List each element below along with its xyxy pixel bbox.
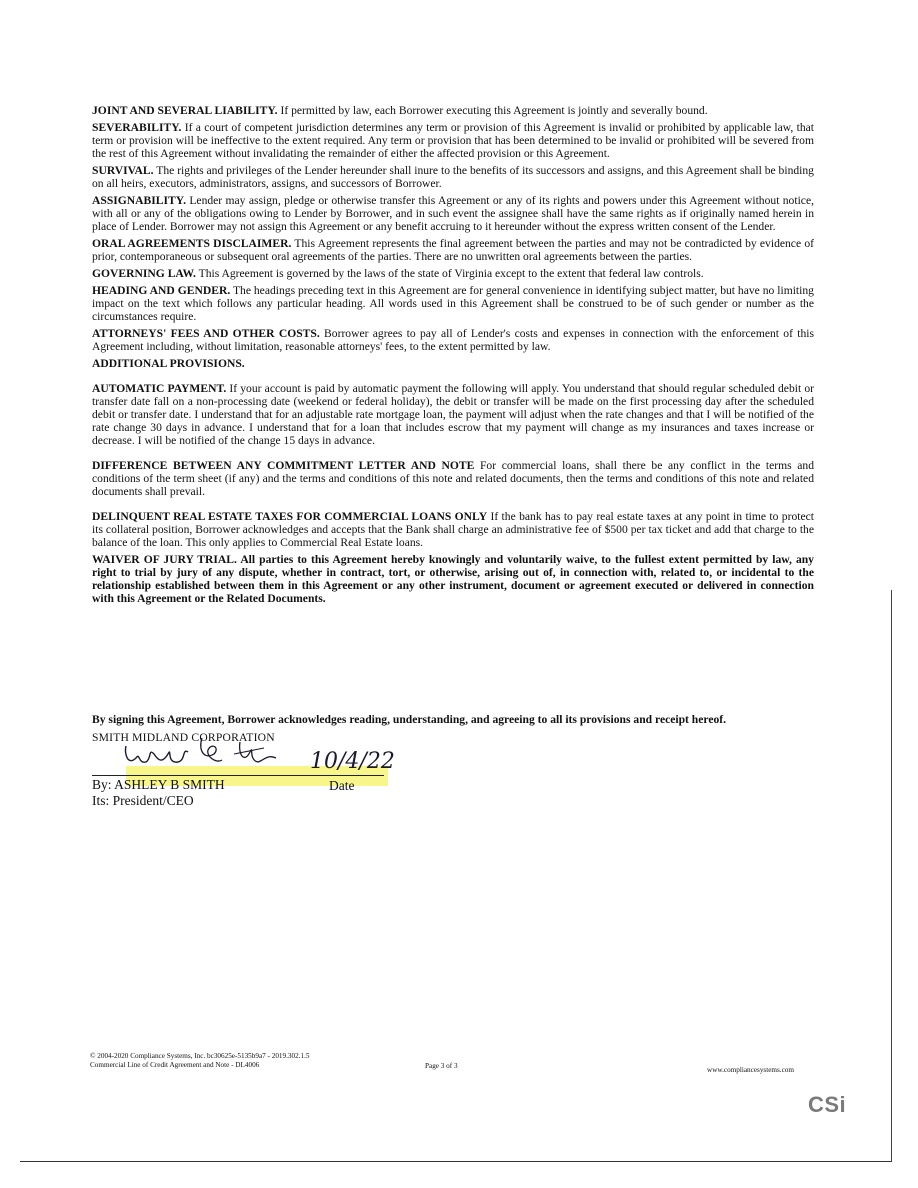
section-text: This Agreement represents the final agreement between the parties and may not be contradicted by evidence of prior, contemporaneous or subsequent oral agreements of the parties. There are no unwritten oral agreements between the parties. (92, 237, 814, 263)
section-heading: DELINQUENT REAL ESTATE TAXES FOR COMMERCIAL LOANS ONLY (92, 510, 488, 523)
footer-website: www.compliancesystems.com (707, 1066, 794, 1074)
signature-line (92, 775, 384, 776)
signer-name: By: ASHLEY B SMITH (92, 777, 225, 792)
section-heading: GOVERNING LAW. (92, 267, 196, 280)
section-heading: SURVIVAL. (92, 164, 154, 177)
agreement-body (92, 104, 814, 609)
footer-form-name: Commercial Line of Credit Agreement and Note - DL4006 (90, 1061, 260, 1069)
section-text: If the bank has to pay real estate taxes at any point in time to protect its collateral position, Borrower acknowledges and accepts that the Bank shall charge an administrative fee of $500 per tax ticket and add that charge to the balance of the loan. This only applies to Commercial Real Estate loans. (92, 510, 814, 549)
section-heading: DIFFERENCE BETWEEN ANY COMMITMENT LETTER AND NOTE (92, 459, 475, 472)
section-text: The rights and privileges of the Lender hereunder shall inure to the benefits of its successors and assigns, and this Agreement shall be binding on all heirs, executors, administrators, assigns, and successors of Borrower. (92, 164, 814, 190)
section-delinquent-taxes (92, 510, 814, 549)
section-text: All parties to this Agreement hereby knowingly and voluntarily waive, to the fullest extent permitted by law, any right to trial by jury of any dispute, whether in contract, tort, or otherwise, arising out of, in connection with, related to, or incidental to the relationship established between them in this Agreement or any other instrument, document or agreement executed or delivered in connection with this Agreement or the Related Documents. (92, 553, 814, 605)
footer-copyright: © 2004-2020 Compliance Systems, Inc. bc30625e-5135b9a7 - 2019.302.1.5 (90, 1052, 310, 1060)
section-heading: AUTOMATIC PAYMENT. (92, 382, 227, 395)
section-heading: HEADING AND GENDER. (92, 284, 231, 297)
section-heading: ATTORNEYS' FEES AND OTHER COSTS. (92, 327, 320, 340)
section-text: For commercial loans, shall there be any conflict in the terms and conditions of the term sheet (if any) and the terms and conditions of this note and related documents, then the terms and conditions of this note and related documents shall prevail. (92, 459, 814, 498)
section-text: Lender may assign, pledge or otherwise transfer this Agreement or any of its rights and powers under this Agreement without notice, with all or any of the obligations owing to Lender by Borrower, and in such event the assignee shall have the same rights as if originally named herein in place of Lender. Borrower may not assign this Agreement or any benefit accruing to it hereunder without the express written consent of the Lender. (92, 194, 814, 233)
section-automatic-payment (92, 382, 814, 447)
section-text: If permitted by law, each Borrower executing this Agreement is jointly and severally bound. (280, 104, 708, 117)
section-text: This Agreement is governed by the laws of the state of Virginia except to the extent that federal law controls. (198, 267, 704, 280)
scan-edge-right (891, 590, 892, 1162)
signing-acknowledgement: By signing this Agreement, Borrower acknowledges reading, understanding, and agreeing to all its provisions and receipt hereof. (92, 713, 727, 726)
section-heading: JOINT AND SEVERAL LIABILITY. (92, 104, 278, 117)
section-heading-gender (92, 284, 814, 323)
handwritten-date-text: 10/4/22 (310, 749, 394, 774)
section-text: Borrower agrees to pay all of Lender's costs and expenses in connection with the enforcement of this Agreement including, without limitation, reasonable attorneys' fees, to the extent permitted by law. (92, 327, 814, 353)
csi-logo: CSi (808, 1092, 847, 1117)
footer-left (90, 1052, 309, 1070)
page-number: Page 3 of 3 (425, 1062, 458, 1070)
section-heading: ASSIGNABILITY. (92, 194, 186, 207)
signer-title: Its: President/CEO (92, 793, 194, 808)
section-heading: SEVERABILITY. (92, 121, 182, 134)
section-oral-agreements (92, 237, 814, 263)
section-jury-waiver (92, 553, 814, 605)
section-commitment-letter (92, 459, 814, 498)
section-attorneys-fees (92, 327, 814, 353)
section-assignability (92, 194, 814, 233)
section-joint-liability (92, 104, 814, 117)
section-text: The headings preceding text in this Agreement are for general convenience in identifying subject matter, but have no limiting impact on the text which follows any particular heading. All words used in this Agreement shall be construed to be of such gender or number as the circumstances require. (92, 284, 814, 323)
section-heading: ADDITIONAL PROVISIONS. (92, 357, 245, 370)
section-heading: ORAL AGREEMENTS DISCLAIMER. (92, 237, 292, 250)
section-severability (92, 121, 814, 160)
section-survival (92, 164, 814, 190)
handwritten-date-glyphs (308, 744, 394, 776)
scan-edge-bottom (20, 1161, 892, 1162)
section-additional-provisions (92, 357, 814, 370)
handwritten-signature (118, 724, 288, 774)
section-text: If your account is paid by automatic payment the following will apply. You understand that should regular scheduled debit or transfer date fall on a non-processing date (weekend or federal holiday), the debit or transfer will be made on the first processing day after the scheduled debit or transfer date. I understand that for an adjustable rate mortgage loan, the payment will adjust when the rate changes and that I will be notified of the rate change 30 days in advance. I understand that for a loan that includes escrow that my payment will change as my insurances and taxes increase or decrease. I will be notified of the change 15 days in advance. (92, 382, 814, 447)
company-name: SMITH MIDLAND CORPORATION (92, 731, 275, 744)
date-label: Date (329, 778, 355, 793)
section-governing-law (92, 267, 814, 280)
section-heading: WAIVER OF JURY TRIAL. (92, 553, 237, 566)
section-text: If a court of competent jurisdiction determines any term or provision of this Agreement is invalid or prohibited by applicable law, that term or provision will be ineffective to the extent required. Any term or provision that has been determined to be invalid or prohibited will be severed from the rest of this Agreement without invalidating the remainder of either the affected provision or this Agreement. (92, 121, 814, 160)
